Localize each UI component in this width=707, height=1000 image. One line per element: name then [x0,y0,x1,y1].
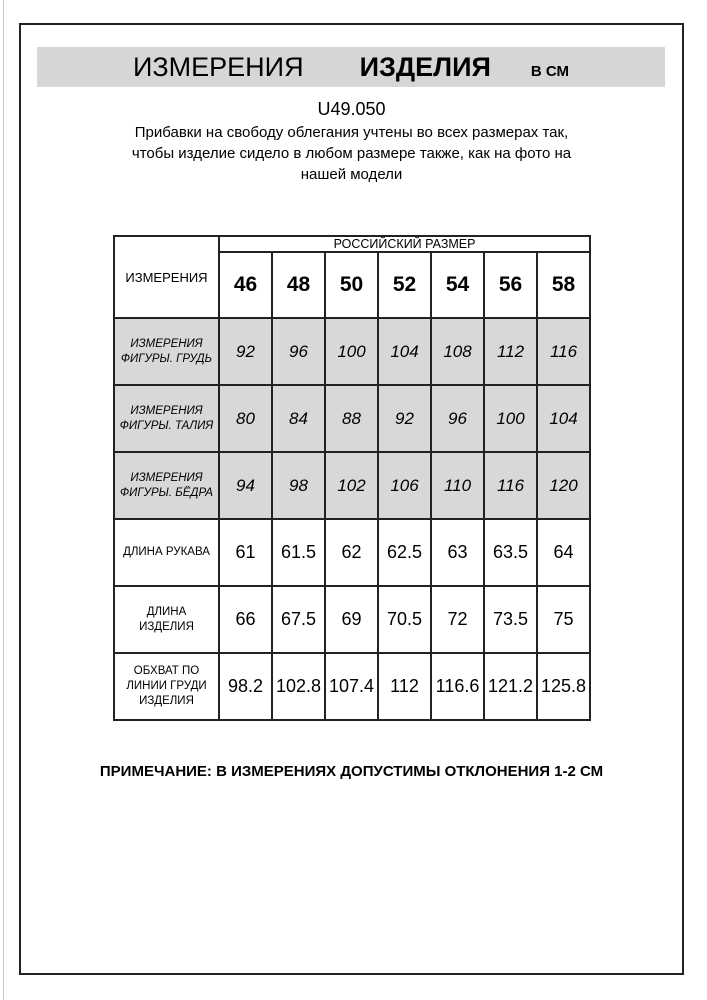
cell-value: 106 [378,452,431,519]
cell-value: 66 [219,586,272,653]
table-row-figure-chest [114,318,590,385]
row-label: ИЗМЕРЕНИЯ ФИГУРЫ. ТАЛИЯ [114,385,219,452]
table-row-item-length [114,586,590,653]
cell-value: 63 [431,519,484,586]
size-col-header: 58 [537,252,590,318]
cell-value: 116.6 [431,653,484,720]
cell-value: 67.5 [272,586,325,653]
cell-value: 69 [325,586,378,653]
table-row-figure-hips [114,452,590,519]
cell-value: 112 [484,318,537,385]
document-frame [19,23,684,975]
article-code: U49.050 [317,99,386,119]
cell-value: 107.4 [325,653,378,720]
tolerance-note: ПРИМЕЧАНИЕ: В ИЗМЕРЕНИЯХ ДОПУСТИМЫ ОТКЛОНЕНИЯ 1-2 СМ [99,763,604,780]
cell-value: 110 [431,452,484,519]
cell-value: 64 [537,519,590,586]
cell-value: 100 [325,318,378,385]
cell-value: 92 [378,385,431,452]
table-header-row [114,236,590,252]
size-col-header: 52 [378,252,431,318]
cell-value: 98.2 [219,653,272,720]
cell-value: 120 [537,452,590,519]
cell-value: 98 [272,452,325,519]
size-col-header: 46 [219,252,272,318]
cell-value: 62 [325,519,378,586]
cell-value: 116 [537,318,590,385]
russian-size-header-cell: РОССИЙСКИЙ РАЗМЕР [219,236,590,252]
title-word-measurements: ИЗМЕРЕНИЯ [132,52,304,82]
cell-value: 112 [378,653,431,720]
row-label: ИЗМЕРЕНИЯ ФИГУРЫ. ГРУДЬ [114,318,219,385]
measurements-corner-cell: ИЗМЕРЕНИЯ [114,236,219,318]
cell-value: 92 [219,318,272,385]
cell-value: 96 [431,385,484,452]
fit-description-line: Прибавки на свободу облегания учтены во всех размерах так, [134,124,569,141]
title-unit-label: В СМ [530,63,570,80]
cell-value: 61 [219,519,272,586]
size-table [113,235,591,721]
row-label: ОБХВАТ ПО ЛИНИИ ГРУДИ ИЗДЕЛИЯ [114,653,219,720]
cell-value: 75 [537,586,590,653]
cell-value: 116 [484,452,537,519]
cell-value: 62.5 [378,519,431,586]
cell-value: 121.2 [484,653,537,720]
cell-value: 61.5 [272,519,325,586]
row-label: ДЛИНА РУКАВА [114,519,219,586]
cell-value: 63.5 [484,519,537,586]
cell-value: 102.8 [272,653,325,720]
size-col-header: 56 [484,252,537,318]
cell-value: 88 [325,385,378,452]
cell-value: 102 [325,452,378,519]
cell-value: 104 [537,385,590,452]
cell-value: 72 [431,586,484,653]
fit-description [21,122,682,185]
cell-value: 70.5 [378,586,431,653]
cell-value: 84 [272,385,325,452]
title-bar [37,47,665,87]
cell-value: 100 [484,385,537,452]
cell-value: 80 [219,385,272,452]
size-col-header: 54 [431,252,484,318]
fit-description-line: нашей модели [300,166,403,183]
row-label: ИЗМЕРЕНИЯ ФИГУРЫ. БЁДРА [114,452,219,519]
table-row-chest-girth [114,653,590,720]
scan-artifact-line [3,0,4,1000]
cell-value: 94 [219,452,272,519]
table-row-figure-waist [114,385,590,452]
cell-value: 73.5 [484,586,537,653]
cell-value: 104 [378,318,431,385]
row-label: ДЛИНА ИЗДЕЛИЯ [114,586,219,653]
cell-value: 96 [272,318,325,385]
size-col-header: 48 [272,252,325,318]
title-word-product: ИЗДЕЛИЯ [359,52,491,82]
fit-description-line: чтобы изделие сидело в любом размере также, как на фото на [131,145,572,162]
table-row-sleeve-length [114,519,590,586]
cell-value: 125.8 [537,653,590,720]
size-col-header: 50 [325,252,378,318]
cell-value: 108 [431,318,484,385]
